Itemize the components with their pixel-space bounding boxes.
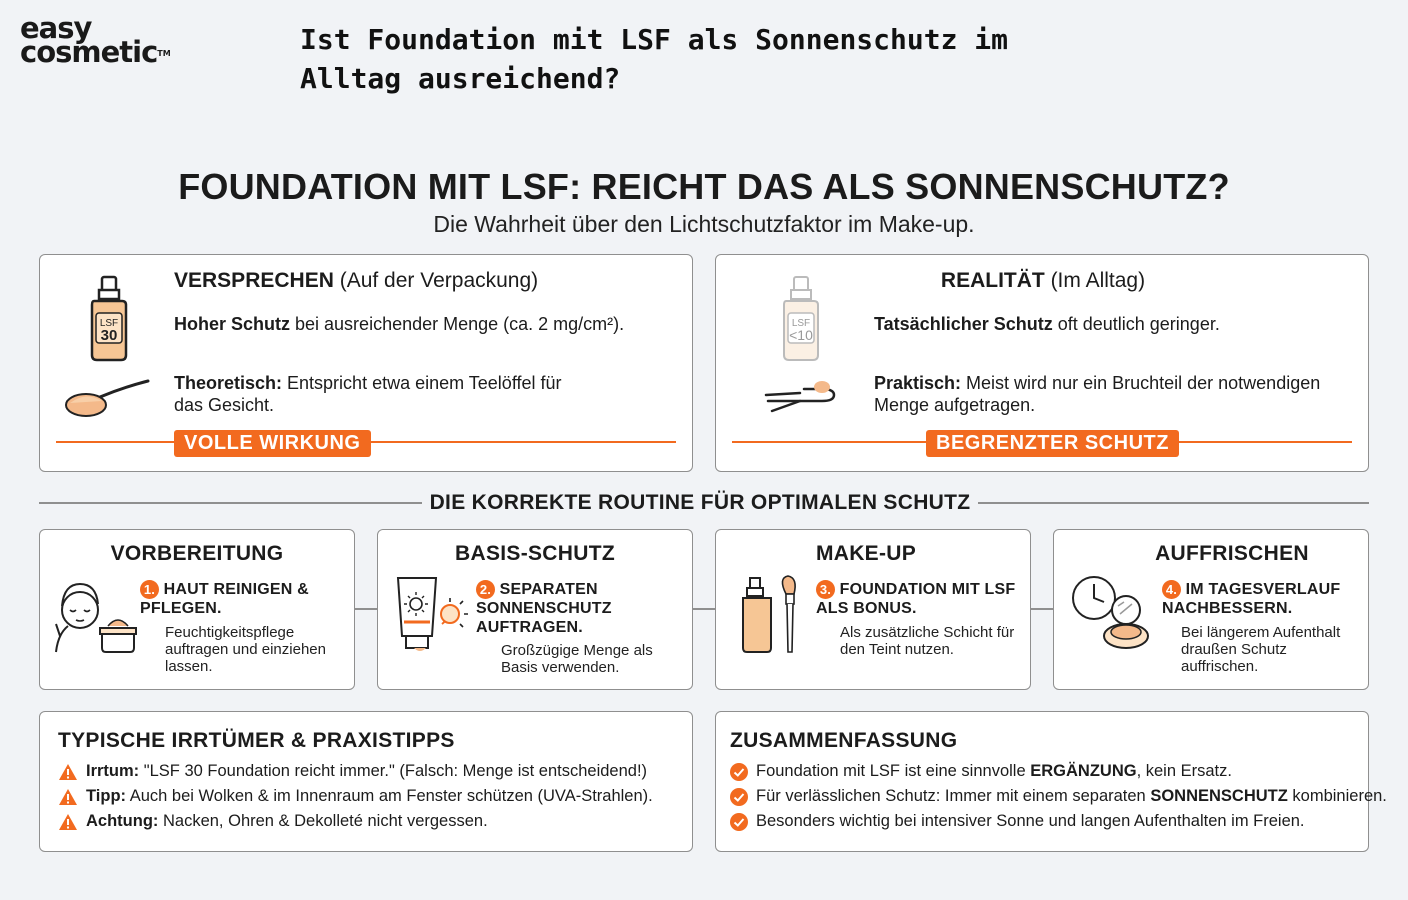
summary-item: Besonders wichtig bei intensiver Sonne und langen Aufenthalten im Freien. <box>730 809 1387 834</box>
promise-line1: Hoher Schutz bei ausreichender Menge (ca. 2 mg/cm²). <box>174 314 625 334</box>
question-title: Ist Foundation mit LSF als Sonnenschutz im Alltag ausreichend? <box>300 23 1009 95</box>
step-connector <box>354 608 377 610</box>
foundation-bottle-icon <box>88 275 130 363</box>
tip-item: Achtung: Nacken, Ohren & Dekolleté nicht vergessen. <box>58 809 653 834</box>
routine-title: DIE KORREKTE ROUTINE FÜR OPTIMALEN SCHUTZ <box>429 491 971 514</box>
logo-line1: easy <box>20 11 92 45</box>
tip-item: Tipp: Auch bei Wolken & im Innenraum am Fenster schützen (UVA-Strahlen). <box>58 784 653 809</box>
bottle-lsf-value: 30 <box>100 327 118 344</box>
step-title: MAKE-UP <box>815 542 917 565</box>
step-connector <box>692 608 715 610</box>
step-description: Großzügige Menge als Basis verwenden. <box>501 642 653 676</box>
step-number: 1. <box>140 580 159 599</box>
step-description: Feuchtigkeitspflege auftragen und einziehen lassen. <box>165 624 326 675</box>
reality-card <box>715 254 1369 472</box>
brand-logo <box>20 11 171 69</box>
check-circle-icon <box>730 813 748 831</box>
step-title: BASIS-SCHUTZ <box>455 542 615 565</box>
warning-icon <box>58 763 78 781</box>
step-heading: 2. SEPARATEN SONNENSCHUTZ AUFTRAGEN. <box>476 581 612 636</box>
teaspoon-icon <box>64 375 152 425</box>
tips-list <box>58 759 653 834</box>
step-card-refresh <box>1053 529 1369 690</box>
step-card-makeup <box>715 529 1031 690</box>
tips-title: TYPISCHE IRRTÜMER & PRAXISTIPPS <box>58 729 455 752</box>
tips-card <box>39 711 693 852</box>
reality-badge: BEGRENZTER SCHUTZ <box>926 430 1179 457</box>
face-care-icon <box>54 574 138 654</box>
step-title: VORBEREITUNG <box>110 542 284 565</box>
summary-title: ZUSAMMENFASSUNG <box>730 729 958 752</box>
promise-title: VERSPRECHEN (Auf der Verpackung) <box>174 269 539 292</box>
clock-compact-icon <box>1070 574 1150 654</box>
main-title: FOUNDATION MIT LSF: REICHT DAS ALS SONNENSCHUTZ? <box>178 166 1230 207</box>
step-number: 4. <box>1162 580 1181 599</box>
step-number: 3. <box>816 580 835 599</box>
step-card-preparation <box>39 529 355 690</box>
step-connector <box>1030 608 1053 610</box>
step-description: Bei längerem Aufenthalt draußen Schutz auffrischen. <box>1181 624 1341 675</box>
summary-item: Foundation mit LSF ist eine sinnvolle ERGÄNZUNG, kein Ersatz. <box>730 759 1387 784</box>
step-card-base-protection <box>377 529 693 690</box>
bottle-lsf-label: LSF <box>99 318 119 329</box>
warning-icon <box>58 813 78 831</box>
foundation-brush-icon <box>738 574 808 654</box>
reality-title: REALITÄT (Im Alltag) <box>940 269 1146 292</box>
summary-item: Für verlässlichen Schutz: Immer mit einem separaten SONNENSCHUTZ kombinieren. <box>730 784 1387 809</box>
step-heading: 1. HAUT REINIGEN & PFLEGEN. <box>140 581 309 617</box>
main-subtitle: Die Wahrheit über den Lichtschutzfaktor im Make-up. <box>433 211 975 237</box>
warning-icon <box>58 788 78 806</box>
fingertip-icon <box>764 375 840 423</box>
promise-card <box>39 254 693 472</box>
routine-divider-left <box>39 502 422 504</box>
sunscreen-tube-icon <box>394 574 470 654</box>
step-heading: 3. FOUNDATION MIT LSF ALS BONUS. <box>816 581 1016 617</box>
logo-line2: cosmetic <box>20 35 158 69</box>
routine-divider-right <box>978 502 1369 504</box>
step-heading: 4. IM TAGESVERLAUF NACHBESSERN. <box>1162 581 1341 617</box>
bottle-lsf-label: LSF <box>791 318 811 329</box>
step-title: AUFFRISCHEN <box>1155 542 1309 565</box>
step-description: Als zusätzliche Schicht für den Teint nutzen. <box>840 624 1015 658</box>
check-circle-icon <box>730 763 748 781</box>
check-circle-icon <box>730 788 748 806</box>
promise-line2: Theoretisch: Entspricht etwa einem Teelöffel für das Gesicht. <box>174 373 562 415</box>
promise-badge: VOLLE WIRKUNG <box>174 430 371 457</box>
step-number: 2. <box>476 580 495 599</box>
reality-line2: Praktisch: Meist wird nur ein Bruchteil der notwendigen Menge aufgetragen. <box>874 373 1321 415</box>
logo-tm: TM <box>157 49 171 58</box>
tip-item: Irrtum: "LSF 30 Foundation reicht immer." (Falsch: Menge ist entscheidend!) <box>58 759 653 784</box>
summary-list <box>730 759 1387 834</box>
reality-line1: Tatsächlicher Schutz oft deutlich geringer. <box>874 314 1220 334</box>
bottle-lsf-value: <10 <box>789 327 813 343</box>
summary-card <box>715 711 1387 852</box>
